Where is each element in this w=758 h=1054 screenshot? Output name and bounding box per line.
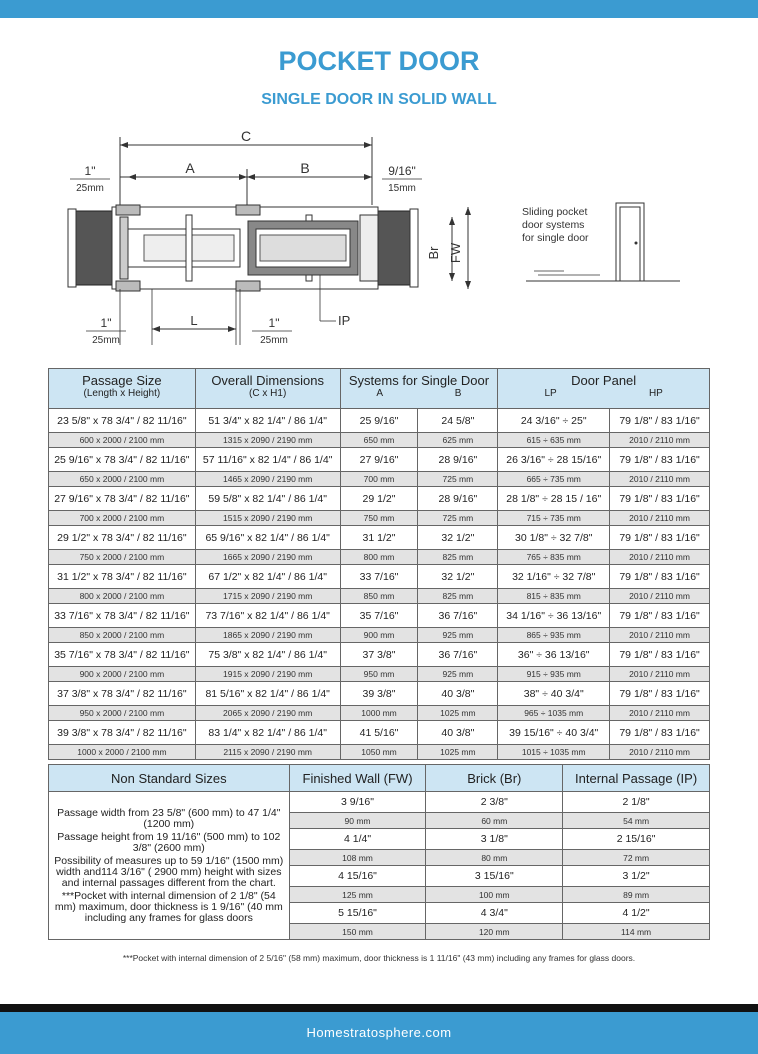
table-cell: 26 3/16" ÷ 28 15/16"	[498, 448, 610, 472]
header-ip: Internal Passage (IP)	[563, 765, 710, 792]
table-cell: 25 9/16" x 78 3/4" / 82 11/16"	[49, 448, 196, 472]
table-cell: 1915 x 2090 / 2190 mm	[195, 667, 340, 682]
table-cell: 30 1/8" ÷ 32 7/8"	[498, 526, 610, 550]
table-cell: 1465 x 2090 / 2190 mm	[195, 472, 340, 487]
table-cell: 4 1/4"	[289, 829, 426, 850]
table-cell: 2065 x 2090 / 2190 mm	[195, 706, 340, 721]
table-cell: 800 mm	[340, 550, 418, 565]
table-row	[49, 682, 710, 706]
table-row	[49, 526, 710, 550]
table-cell: 865 ÷ 935 mm	[498, 628, 610, 643]
footnote: ***Pocket with internal dimension of 2 5/16" (58 mm) maximum, door thickness is 1 11/16" (43 mm) including any frames for glass doors.	[122, 953, 636, 963]
table-cell: 825 mm	[418, 589, 498, 604]
table-cell: 28 9/16"	[418, 448, 498, 472]
non-standard-notes	[49, 792, 290, 940]
table-cell: 36 7/16"	[418, 643, 498, 667]
table-cell: 825 mm	[418, 550, 498, 565]
table-cell: 24 5/8"	[418, 409, 498, 433]
table-cell: 39 15/16" ÷ 40 3/4"	[498, 721, 610, 745]
page-title: POCKET DOOR	[278, 46, 480, 76]
table-cell: 925 mm	[418, 667, 498, 682]
table-cell: 89 mm	[563, 887, 710, 903]
table-row-metric	[49, 589, 710, 604]
table-cell: 32 1/16" ÷ 32 7/8"	[498, 565, 610, 589]
dim-c-label: C	[240, 128, 252, 144]
table-cell: 950 x 2000 / 2100 mm	[49, 706, 196, 721]
table-cell: 2010 / 2110 mm	[610, 589, 710, 604]
note-text: Passage height from 19 11/16" (500 mm) to 102 3/8" (2600 mm)	[57, 830, 281, 854]
table-cell: 700 mm	[340, 472, 418, 487]
table-cell: 950 mm	[340, 667, 418, 682]
table-cell: 2010 / 2110 mm	[610, 628, 710, 643]
table-cell: 51 3/4" x 82 1/4" / 86 1/4"	[195, 409, 340, 433]
table-row-metric	[49, 550, 710, 565]
table-cell: 31 1/2"	[340, 526, 418, 550]
table-cell: 665 ÷ 735 mm	[498, 472, 610, 487]
table-cell: 54 mm	[563, 813, 710, 829]
header-br: Brick (Br)	[426, 765, 563, 792]
table-row-metric	[49, 472, 710, 487]
table-cell: 81 5/16" x 82 1/4" / 86 1/4"	[195, 682, 340, 706]
table-cell: 29 1/2"	[340, 487, 418, 511]
table-cell: 3 15/16"	[426, 866, 563, 887]
table-cell: 28 9/16"	[418, 487, 498, 511]
table-cell: 1025 mm	[418, 706, 498, 721]
side-label-line: door systems	[522, 219, 585, 231]
table-cell: 108 mm	[289, 850, 426, 866]
table-cell: 2010 / 2110 mm	[610, 433, 710, 448]
table-cell: 4 1/2"	[563, 903, 710, 924]
dim-a-label: A	[185, 160, 195, 176]
table-cell: 33 7/16" x 78 3/4" / 82 11/16"	[49, 604, 196, 628]
table-cell: 1715 x 2090 / 2190 mm	[195, 589, 340, 604]
table-row	[49, 721, 710, 745]
table-cell: 24 3/16" ÷ 25"	[498, 409, 610, 433]
table-cell: 650 mm	[340, 433, 418, 448]
table-cell: 2010 / 2110 mm	[610, 745, 710, 760]
table-cell: 39 3/8" x 78 3/4" / 82 11/16"	[49, 721, 196, 745]
table-cell: 27 9/16" x 78 3/4" / 82 11/16"	[49, 487, 196, 511]
table-cell: 3 1/8"	[426, 829, 563, 850]
table-cell: 79 1/8" / 83 1/16"	[610, 448, 710, 472]
table-cell: 57 11/16" x 82 1/4" / 86 1/4"	[195, 448, 340, 472]
table-cell: 750 mm	[340, 511, 418, 526]
header-fw: Finished Wall (FW)	[289, 765, 426, 792]
table-cell: 37 3/8" x 78 3/4" / 82 11/16"	[49, 682, 196, 706]
table-cell: 37 3/8"	[340, 643, 418, 667]
table-cell: 79 1/8" / 83 1/16"	[610, 604, 710, 628]
table-cell: 75 3/8" x 82 1/4" / 86 1/4"	[195, 643, 340, 667]
dim-25mm-top-label: 25mm	[76, 183, 104, 194]
dim-ip-label: IP	[338, 313, 351, 328]
table-cell: 4 3/4"	[426, 903, 563, 924]
table-row-metric	[49, 667, 710, 682]
table-cell: 33 7/16"	[340, 565, 418, 589]
site-url: Homestratosphere.com	[306, 1025, 452, 1040]
table-cell: 1050 mm	[340, 745, 418, 760]
table-cell: 3 1/2"	[563, 866, 710, 887]
table-cell: 32 1/2"	[418, 565, 498, 589]
table-row	[49, 792, 710, 813]
table-row	[49, 487, 710, 511]
dim-l-label: L	[190, 313, 198, 328]
dim-b-label: B	[300, 160, 310, 176]
table-cell: 1665 x 2090 / 2190 mm	[195, 550, 340, 565]
header-non-standard: Non Standard Sizes	[49, 765, 290, 792]
dim-25mm-br-label: 25mm	[260, 335, 288, 346]
table-cell: 73 7/16" x 82 1/4" / 86 1/4"	[195, 604, 340, 628]
table-cell: 34 1/16" ÷ 36 13/16"	[498, 604, 610, 628]
table-cell: 79 1/8" / 83 1/16"	[610, 526, 710, 550]
table-cell: 2010 / 2110 mm	[610, 550, 710, 565]
table-cell: 915 ÷ 935 mm	[498, 667, 610, 682]
table-cell: 79 1/8" / 83 1/16"	[610, 565, 710, 589]
table-row-metric	[49, 511, 710, 526]
table-cell: 615 ÷ 635 mm	[498, 433, 610, 448]
side-label-line: Sliding pocket	[522, 206, 588, 218]
dim-1in-br-label: 1"	[268, 316, 280, 330]
bottom-dark-bar	[0, 1004, 758, 1012]
table-row	[49, 565, 710, 589]
header-passage: Passage Size (Length x Height)	[49, 369, 196, 409]
table-cell: 60 mm	[426, 813, 563, 829]
table-cell: 800 x 2000 / 2100 mm	[49, 589, 196, 604]
header-systems: Systems for Single Door A B	[340, 369, 498, 409]
table-cell: 79 1/8" / 83 1/16"	[610, 682, 710, 706]
table-cell: 25 9/16"	[340, 409, 418, 433]
table-cell: 72 mm	[563, 850, 710, 866]
table-cell: 80 mm	[426, 850, 563, 866]
table-cell: 2010 / 2110 mm	[610, 511, 710, 526]
header-overall: Overall Dimensions (C x H1)	[195, 369, 340, 409]
table-cell: 725 mm	[418, 472, 498, 487]
table-cell: 750 x 2000 / 2100 mm	[49, 550, 196, 565]
table-cell: 2 15/16"	[563, 829, 710, 850]
table-cell: 79 1/8" / 83 1/16"	[610, 409, 710, 433]
table-cell: 32 1/2"	[418, 526, 498, 550]
table-cell: 815 ÷ 835 mm	[498, 589, 610, 604]
note-text: Passage width from 23 5/8" (600 mm) to 47 1/4" (1200 mm)	[57, 806, 281, 830]
table-cell: 725 mm	[418, 511, 498, 526]
table-cell: 40 3/8"	[418, 721, 498, 745]
table-row-metric	[49, 628, 710, 643]
header-panel: Door Panel LP HP	[498, 369, 710, 409]
note-text: Possibility of measures up to 59 1/16" (1500 mm) width and114 3/16" ( 2900 mm) height with sizes and internal passages different from the chart.	[54, 854, 284, 889]
dim-15mm-label: 15mm	[388, 183, 416, 194]
table-cell: 39 3/8"	[340, 682, 418, 706]
table-cell: 79 1/8" / 83 1/16"	[610, 643, 710, 667]
table-row	[49, 604, 710, 628]
table-cell: 900 x 2000 / 2100 mm	[49, 667, 196, 682]
dim-916-label: 9/16"	[388, 164, 416, 178]
table-cell: 925 mm	[418, 628, 498, 643]
table-cell: 90 mm	[289, 813, 426, 829]
table-cell: 1000 x 2000 / 2100 mm	[49, 745, 196, 760]
side-label	[522, 206, 612, 245]
table-cell: 40 3/8"	[418, 682, 498, 706]
dim-1in-bl-label: 1"	[100, 316, 112, 330]
table-cell: 2010 / 2110 mm	[610, 706, 710, 721]
page-subtitle: SINGLE DOOR IN SOLID WALL	[261, 91, 497, 108]
table-cell: 1025 mm	[418, 745, 498, 760]
table-cell: 1515 x 2090 / 2190 mm	[195, 511, 340, 526]
table-row	[49, 643, 710, 667]
non-standard-table	[48, 764, 710, 940]
table-cell: 23 5/8" x 78 3/4" / 82 11/16"	[49, 409, 196, 433]
table-cell: 125 mm	[289, 887, 426, 903]
table-row-metric	[49, 745, 710, 760]
table-row	[49, 448, 710, 472]
table-cell: 79 1/8" / 83 1/16"	[610, 487, 710, 511]
table-cell: 150 mm	[289, 924, 426, 940]
table-cell: 1315 x 2090 / 2190 mm	[195, 433, 340, 448]
table-cell: 79 1/8" / 83 1/16"	[610, 721, 710, 745]
table-cell: 27 9/16"	[340, 448, 418, 472]
table-cell: 4 15/16"	[289, 866, 426, 887]
note-text: ***Pocket with internal dimension of 2 1/8" (54 mm) maximum, door thickness is 1 9/16" (40 mm including any frames for glass doors	[54, 889, 283, 924]
table-row-metric	[49, 706, 710, 721]
table-cell: 38" ÷ 40 3/4"	[498, 682, 610, 706]
table-cell: 36" ÷ 36 13/16"	[498, 643, 610, 667]
table-cell: 67 1/2" x 82 1/4" / 86 1/4"	[195, 565, 340, 589]
table-cell: 65 9/16" x 82 1/4" / 86 1/4"	[195, 526, 340, 550]
table-cell: 2 1/8"	[563, 792, 710, 813]
table-cell: 2 3/8"	[426, 792, 563, 813]
table-cell: 29 1/2" x 78 3/4" / 82 11/16"	[49, 526, 196, 550]
table-cell: 3 9/16"	[289, 792, 426, 813]
table-cell: 650 x 2000 / 2100 mm	[49, 472, 196, 487]
table-cell: 2010 / 2110 mm	[610, 667, 710, 682]
table-cell: 2115 x 2090 / 2190 mm	[195, 745, 340, 760]
table-cell: 35 7/16" x 78 3/4" / 82 11/16"	[49, 643, 196, 667]
table-cell: 31 1/2" x 78 3/4" / 82 11/16"	[49, 565, 196, 589]
table-cell: 600 x 2000 / 2100 mm	[49, 433, 196, 448]
top-accent-bar	[0, 0, 758, 18]
table-cell: 1015 ÷ 1035 mm	[498, 745, 610, 760]
dim-1in-top-label: 1"	[84, 164, 96, 178]
dim-25mm-bl-label: 25mm	[92, 335, 120, 346]
table-cell: 114 mm	[563, 924, 710, 940]
table-cell: 850 x 2000 / 2100 mm	[49, 628, 196, 643]
table-cell: 2010 / 2110 mm	[610, 472, 710, 487]
table-cell: 715 ÷ 735 mm	[498, 511, 610, 526]
table-cell: 900 mm	[340, 628, 418, 643]
table-cell: 625 mm	[418, 433, 498, 448]
table-cell: 59 5/8" x 82 1/4" / 86 1/4"	[195, 487, 340, 511]
table-cell: 28 1/8" ÷ 28 15 / 16"	[498, 487, 610, 511]
table-cell: 850 mm	[340, 589, 418, 604]
dim-fw-label: FW	[448, 242, 463, 264]
table-cell: 965 ÷ 1035 mm	[498, 706, 610, 721]
table-cell: 41 5/16"	[340, 721, 418, 745]
table-row-metric	[49, 433, 710, 448]
table-cell: 100 mm	[426, 887, 563, 903]
table-cell: 700 x 2000 / 2100 mm	[49, 511, 196, 526]
table-cell: 36 7/16"	[418, 604, 498, 628]
table-cell: 83 1/4" x 82 1/4" / 86 1/4"	[195, 721, 340, 745]
table-cell: 35 7/16"	[340, 604, 418, 628]
side-label-line: for single door	[522, 232, 589, 244]
table-row	[49, 409, 710, 433]
dim-br-label: Br	[426, 246, 441, 260]
table-cell: 5 15/16"	[289, 903, 426, 924]
table-cell: 120 mm	[426, 924, 563, 940]
table-cell: 1865 x 2090 / 2190 mm	[195, 628, 340, 643]
table-cell: 1000 mm	[340, 706, 418, 721]
table-cell: 765 ÷ 835 mm	[498, 550, 610, 565]
dimensions-table	[48, 368, 710, 760]
